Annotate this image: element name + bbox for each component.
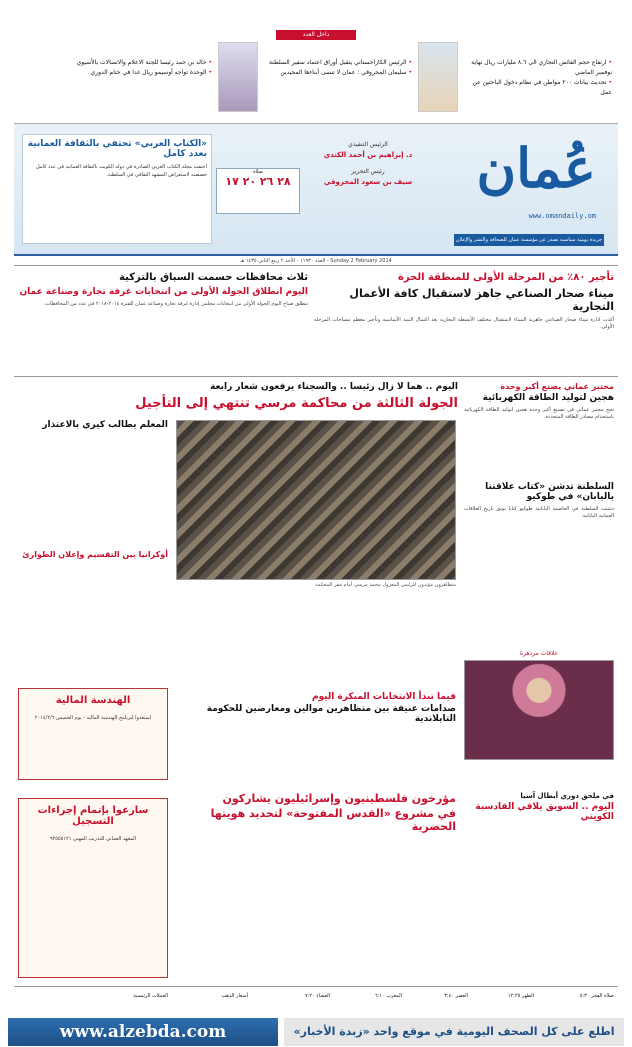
prayer-numbers: ٢٨ ٢٦ ٢٠ ١٧ <box>225 175 291 188</box>
footer-cell: أسعار الذهب <box>221 993 248 999</box>
hybrid-text: نجح مختبر عماني في تصنيع أكبر وحدة هجين لتوليد الطاقة الكهربائية باستخدام مصادر الطاقة المتجددة. <box>464 407 614 420</box>
engineering-ad[interactable] <box>18 688 168 780</box>
talks-sub[interactable]: أوكرانيا بين التقسيم وإعلان الطوارئ <box>22 550 168 559</box>
jobs-ad[interactable] <box>18 798 168 978</box>
chamber-story[interactable] <box>18 272 308 308</box>
footer-table <box>14 986 618 1008</box>
japan-story[interactable] <box>464 482 614 520</box>
footer-cell: صلاة الفجر ٥:٣٠ <box>579 993 614 999</box>
teaser-label: داخل العدد <box>276 30 356 40</box>
engineering-ad-text: استعدوا لبرنامج الهندسة المالية - يوم الخميس ٢٠١٤/٢/٦ <box>34 715 152 721</box>
teaser-band <box>14 28 618 124</box>
protest-caption: متظاهرون مؤيدون للرئيس المعزول محمد مرسي أمام مقر المحكمة <box>315 582 456 588</box>
logo-tagline: جريدة يومية سياسية تصدر عن مؤسسة عمان للصحافة والنشر والإعلان <box>454 234 604 246</box>
lead-text: أكدت ادارة ميناء صحار الصناعي جاهزية الميناء لاستقبال مختلف الأنشطة التجارية بعد اكتمال البنية الأساسية وتأجير معظم مساحات المرحلة الأولى. <box>314 317 614 330</box>
woman-photo <box>464 660 614 760</box>
teaser-tower-image <box>418 42 458 112</box>
teaser-item[interactable]: • ارتفاع حجم الفائض التجاري الى ٨.٦ مليارات ريال نهاية نوفمبر الماضي <box>462 58 612 78</box>
talks-story[interactable] <box>18 420 168 559</box>
chamber-text: تنطلق صباح اليوم الجولة الأولى من انتخابات مجلس إدارة غرفة تجارة وصناعة عمان للفترة ٢٠١٤-٢٠١٨ في عدد من المحافظات. <box>43 301 308 307</box>
staff-title: رئيس التحرير <box>351 168 385 175</box>
staff-title: الرئيس التنفيذي <box>348 141 388 148</box>
engineering-ad-title: الهندسة المالية <box>55 695 131 706</box>
staff-name: سيف بن سعود المحروقي <box>323 178 413 186</box>
woman-label: علاقات مزدهرة <box>519 650 559 657</box>
hybrid-title[interactable]: هجين لتوليد الطاقة الكهربائية <box>482 393 614 403</box>
lead-story[interactable] <box>314 272 614 331</box>
sport-kicker: في ملحق دوري أبطال آسيا <box>520 792 614 800</box>
morsi-title[interactable]: الجولة الثالثة من محاكمة مرسي تنتهي إلى التأجيل <box>135 396 458 411</box>
divider <box>14 376 618 377</box>
prayer-label: صلاة <box>253 169 263 175</box>
teaser-item[interactable]: • تحديث بيانات ٢٠٠ مواطن في نظام دخول الباحثين عن عمل <box>462 78 612 98</box>
footer-cell: العشاء ٧:٢٠ <box>305 993 330 999</box>
lead-title[interactable]: ميناء صحار الصناعي جاهز لاستقبال كافة الأعمال التجارية <box>349 287 614 313</box>
thailand-story[interactable] <box>176 692 456 724</box>
sport-story[interactable] <box>464 792 614 822</box>
promo-text: احتفت مجلة الكتاب العربي الصادرة في دولة الكويت بالثقافة العمانية في عدد كامل خصصته لاستعراض المشهد الثقافي في السلطنة. <box>36 164 207 178</box>
jobs-ad-title: سارعوا بإتمام إجراءات التسجيل <box>37 805 149 827</box>
website-url[interactable]: www.omandaily.om <box>528 212 596 220</box>
dateline: Sunday 2 February 2014 - العدد ١١٩٣٠ - الأحد ٢ ربيع الثاني ١٤٣٥ هـ <box>14 256 618 266</box>
chamber-title[interactable]: اليوم انطلاق الجولة الأولى من انتخابات غرفة تجارة وصناعة عمان <box>19 287 308 297</box>
jerusalem-kicker: مؤرخون فلسطينيون وإسرائيليون يشاركون <box>222 792 456 805</box>
jerusalem-title[interactable]: في مشروع «القدس المفتوحة» لتحديد هويتها الحضرية <box>210 807 456 833</box>
alzebda-slogan: اطلع على كل الصحف اليومية في موقع واحد «زبدة الأخبار» <box>284 1018 624 1046</box>
footer-cell: العملات الرئيسية <box>133 993 168 999</box>
teaser-item[interactable]: • الوحدة تواجه أوسيمو ريال غدا في ختام الدوري <box>62 68 212 78</box>
teaser-item[interactable]: • خالد بن حمد رئيسا للجنة الاعلام والاتصالات بالأسيوي <box>62 58 212 68</box>
hybrid-kicker: مختبر عماني يصنع أكبر وحدة <box>500 382 614 391</box>
masthead <box>14 124 618 256</box>
jerusalem-story[interactable] <box>176 792 456 833</box>
promo-title[interactable]: «الكتاب العربي» تحتفي بالثقافة العمانية بعدد كامل <box>27 139 207 159</box>
footer-cell: العصر ٣:٤٠ <box>444 993 468 999</box>
protest-photo <box>176 420 456 580</box>
teaser-col-3 <box>62 58 212 78</box>
teaser-item[interactable]: • الرئيس الكازاخستاني يتقبل أوراق اعتماد سفير السلطنة <box>262 58 412 68</box>
thailand-kicker: فيما تبدأ الانتخابات المبكرة اليوم <box>311 692 456 702</box>
alzebda-banner[interactable] <box>0 1018 632 1047</box>
teaser-item[interactable]: • سليمان المحروقي : عمان لا تنسى أبناءها المجيدين <box>262 68 412 78</box>
promo-box[interactable] <box>22 134 212 244</box>
prayer-box <box>216 168 300 214</box>
chamber-kicker: ثلاث محافظات حسمت السباق بالتزكية <box>119 272 308 283</box>
footer-cell: المغرب ٦:١٠ <box>374 993 402 999</box>
hybrid-story[interactable] <box>464 382 614 421</box>
footer-cell: الظهر ١٢:٢٥ <box>507 993 534 999</box>
teaser-col-2 <box>262 58 412 78</box>
morsi-story[interactable] <box>18 382 458 411</box>
staff-box <box>308 140 428 188</box>
staff-name: د. إبراهيم بن أحمد الكندي <box>323 151 413 159</box>
japan-text: دشنت السلطنة في العاصمة اليابانية طوكيو كتابا يوثق تاريخ العلاقات العمانية اليابانية. <box>464 506 614 519</box>
lead-kicker: تأجير ٨٠٪ من المرحلة الأولى للمنطقة الحرة <box>398 272 614 283</box>
jobs-ad-text: المعهد العماني للتدريب المهني ٩٢٥٥٥١٢١ <box>49 836 137 842</box>
teaser-col-1 <box>462 58 612 98</box>
morsi-kicker: اليوم .. هما لا زال رئيسا .. والسجناء يرفعون شعار رابعة <box>210 382 458 392</box>
alzebda-url[interactable]: www.alzebda.com <box>8 1018 278 1046</box>
talks-title[interactable]: المعلم يطالب كيري بالاعتذار <box>42 420 168 430</box>
japan-title[interactable]: السلطنة تدشن «كتاب علاقتنا باليابان» في طوكيو <box>485 482 614 502</box>
newspaper-page <box>14 28 618 1018</box>
teaser-figure-image <box>218 42 258 112</box>
sport-title[interactable]: اليوم .. السويق يلاقي القادسية الكويتي <box>475 802 614 822</box>
newspaper-logo[interactable]: عُمان <box>476 136 596 200</box>
thailand-title[interactable]: صدامات عنيفة بين متظاهرين موالين ومعارضين للحكومة التايلاندية <box>206 704 456 724</box>
